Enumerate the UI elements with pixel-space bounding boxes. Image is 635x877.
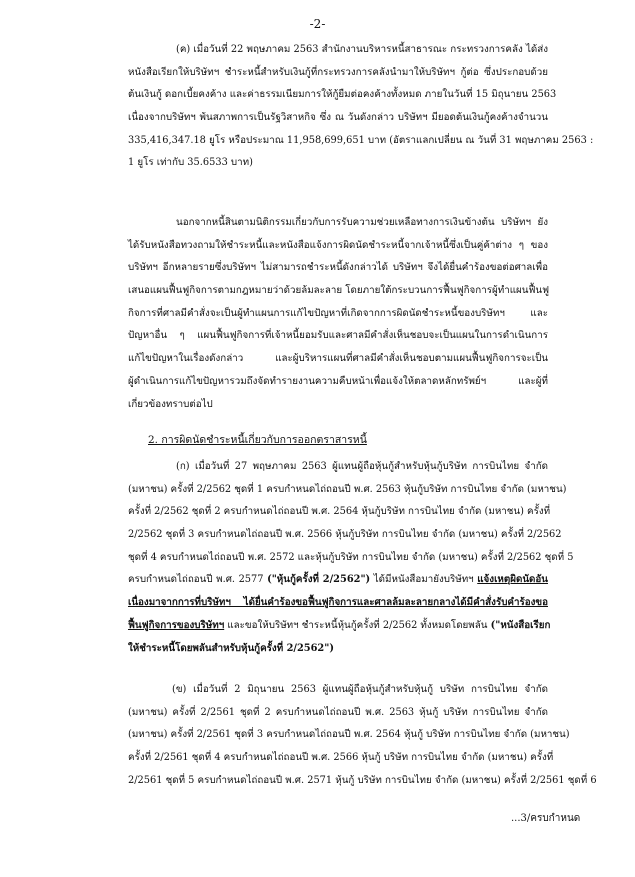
bold-term-demand-letter: ("หนังสือเรียก	[490, 619, 551, 631]
text-line: ปัญหาอื่น ๆ แผนฟื้นฟูกิจการที่เจ้าหนี้ยอมรับและศาลมีคำสั่งเห็นชอบจะเป็นแผนในการดำเนินการ	[128, 330, 548, 342]
paragraph-a-debentures-2562	[128, 456, 574, 660]
text-line: ครั้งที่ 2/2561 ชุดที่ 4 ครบกำหนดไถ่ถอนปี พ.ศ. 2566 หุ้นกู้ บริษัท การบินไทย จำกัด (มหาชน) ครั้งที่	[128, 752, 554, 764]
text-line-mixed	[128, 569, 548, 592]
text-line: เสนอแผนฟื้นฟูกิจการตามกฎหมายว่าด้วยล้มละลาย โดยภายใต้กระบวนการฟื้นฟูกิจการผู้ทำแผนฟื้นฟู	[128, 285, 550, 297]
paragraph-b-debentures-2561	[128, 679, 597, 792]
text-line: นอกจากหนี้สินตามนิติกรรมเกี่ยวกับการรับความช่วยเหลือทางการเงินข้างต้น บริษัทฯ ยัง	[176, 217, 548, 228]
text-line: ต้นเงินกู้ ดอกเบี้ยคงค้าง และค่าธรรมเนียมการให้กู้ยืมต่อคงค้างทั้งหมด ภายในวันที่ 15 มิถุนายน 2563	[128, 89, 557, 101]
bold-term-debenture: ("หุ้นกู้ครั้งที่ 2/2562")	[267, 574, 371, 586]
text-line: (มหาชน) ครั้งที่ 2/2561 ชุดที่ 2 ครบกำหนดไถ่ถอนปี พ.ศ. 2563 หุ้นกู้ บริษัท การบินไทย จำกัด	[128, 706, 548, 718]
text-line: หนังสือเรียกให้บริษัทฯ ชำระหนี้สำหรับเงินกู้ที่กระทรวงการคลังนำมาให้บริษัทฯ กู้ต่อ ซึ่งประกอบด้วย	[128, 66, 548, 78]
page-number: -2-	[309, 17, 326, 31]
text-line: (ค) เมื่อวันที่ 22 พฤษภาคม 2563 สำนักงานบริหารหนี้สาธารณะ กระทรวงการคลัง ได้ส่ง	[176, 44, 548, 55]
text-line: 1 ยูโร เท่ากับ 35.6533 บาท)	[128, 157, 253, 169]
underlined-reason: เนื่องมาจากการที่บริษัทฯ ได้ยื่นคำร้องขอฟื้นฟูกิจการและศาลล้มละลายกลางได้มีคำสั่งรับคำร้องขอ	[128, 597, 548, 609]
text-line: ได้รับหนังสือทวงถามให้ชำระหนี้และหนังสือแจ้งการผิดนัดชำระหนี้จากเจ้าหนี้ซึ่งเป็นคู่ค้าต่าง ๆ ของ	[128, 239, 548, 251]
text-line: (มหาชน) ครั้งที่ 2/2561 ชุดที่ 3 ครบกำหนดไถ่ถอนปี พ.ศ. 2564 หุ้นกู้ บริษัท การบินไทย จำกัด (มหาชน)	[128, 729, 570, 741]
text-line: เนื่องจากบริษัทฯ พ้นสภาพการเป็นรัฐวิสาหกิจ ซึ่ง ณ วันดังกล่าว บริษัทฯ มียอดต้นเงินกู้คงค้างจำนวน	[128, 112, 548, 124]
text-line: (มหาชน) ครั้งที่ 2/2562 ชุดที่ 1 ครบกำหนดไถ่ถอนปี พ.ศ. 2563 หุ้นกู้บริษัท การบินไทย จำกัด (มหาชน)	[128, 483, 567, 495]
text-line: 335,416,347.18 ยูโร หรือประมาณ 11,958,699,651 บาท (อัตราแลกเปลี่ยน ณ วันที่ 31 พฤษภาคม 2563 :	[128, 134, 594, 146]
section-heading-debenture-default: 2. การผิดนัดชำระหนี้เกี่ยวกับการออกตราสารหนี้	[148, 434, 367, 446]
text-line: บริษัทฯ อีกหลายรายซึ่งบริษัทฯ ไม่สามารถชำระหนี้ดังกล่าวได้ บริษัทฯ จึงได้ยื่นคำร้องขอต่อศาลเพื่อ	[128, 262, 548, 274]
text-line: ให้ชำระหนี้โดยพลันสำหรับหุ้นกู้ครั้งที่ 2/2562")	[128, 642, 334, 654]
text-line: ชุดที่ 4 ครบกำหนดไถ่ถอนปี พ.ศ. 2572 และหุ้นกู้บริษัท การบินไทย จำกัด (มหาชน) ครั้งที่ 2/2562 ชุดที่ 5	[128, 551, 574, 563]
text-fragment: ได้มีหนังสือมายังบริษัทฯ	[373, 574, 474, 586]
continuation-footer: ...3/ครบกำหนด	[511, 813, 581, 824]
text-line: (ก) เมื่อวันที่ 27 พฤษภาคม 2563 ผู้แทนผู้ถือหุ้นกู้สำหรับหุ้นกู้บริษัท การบินไทย จำกัด	[176, 461, 548, 472]
text-line: แก้ไขปัญหาในเรื่องดังกล่าว และผู้บริหารแผนที่ศาลมีคำสั่งเห็นชอบตามแผนฟื้นฟูกิจการจะเป็น	[128, 353, 548, 365]
text-line: 2/2562 ชุดที่ 3 ครบกำหนดไถ่ถอนปี พ.ศ. 2566 หุ้นกู้บริษัท การบินไทย จำกัด (มหาชน) ครั้งที่ 2/2562	[128, 529, 562, 541]
text-line: 2/2561 ชุดที่ 5 ครบกำหนดไถ่ถอนปี พ.ศ. 2571 หุ้นกู้ บริษัท การบินไทย จำกัด (มหาชน) ครั้งที่ 2/2561 ชุดที่ 6	[128, 774, 597, 786]
text-line: เกี่ยวข้องทราบต่อไป	[128, 398, 213, 410]
paragraph-c-public-debt	[128, 39, 594, 175]
text-fragment: และขอให้บริษัทฯ ชำระหนี้หุ้นกู้ครั้งที่ 2/2562 ทั้งหมดโดยพลัน	[227, 619, 488, 631]
text-line-mixed	[128, 615, 551, 638]
text-line	[128, 592, 548, 615]
text-line: กิจการที่ศาลมีคำสั่งจะเป็นผู้ทำแผนการแก้ไขปัญหาที่เกิดจากการผิดนัดชำระหนี้ของบริษัทฯ และ	[128, 307, 548, 319]
underlined-default-notice: แจ้งเหตุผิดนัดอัน	[477, 574, 548, 586]
text-line: (ข) เมื่อวันที่ 2 มิถุนายน 2563 ผู้แทนผู้ถือหุ้นกู้สำหรับหุ้นกู้ บริษัท การบินไทย จำกัด	[172, 684, 548, 695]
text-line: ผู้ดำเนินการแก้ไขปัญหารวมถึงจัดทำรายงานความคืบหน้าเพื่อแจ้งให้ตลาดหลักทรัพย์ฯ และผู้ที่	[128, 375, 548, 387]
underlined-rehabilitation: ฟื้นฟูกิจการของบริษัทฯ	[128, 619, 225, 631]
text-fragment: ครบกำหนดไถ่ถอนปี พ.ศ. 2577	[128, 574, 264, 586]
paragraph-other-creditors	[128, 212, 548, 416]
text-line: ครั้งที่ 2/2562 ชุดที่ 2 ครบกำหนดไถ่ถอนปี พ.ศ. 2564 หุ้นกู้บริษัท การบินไทย จำกัด (มหาชน) ครั้งที่	[128, 506, 551, 518]
